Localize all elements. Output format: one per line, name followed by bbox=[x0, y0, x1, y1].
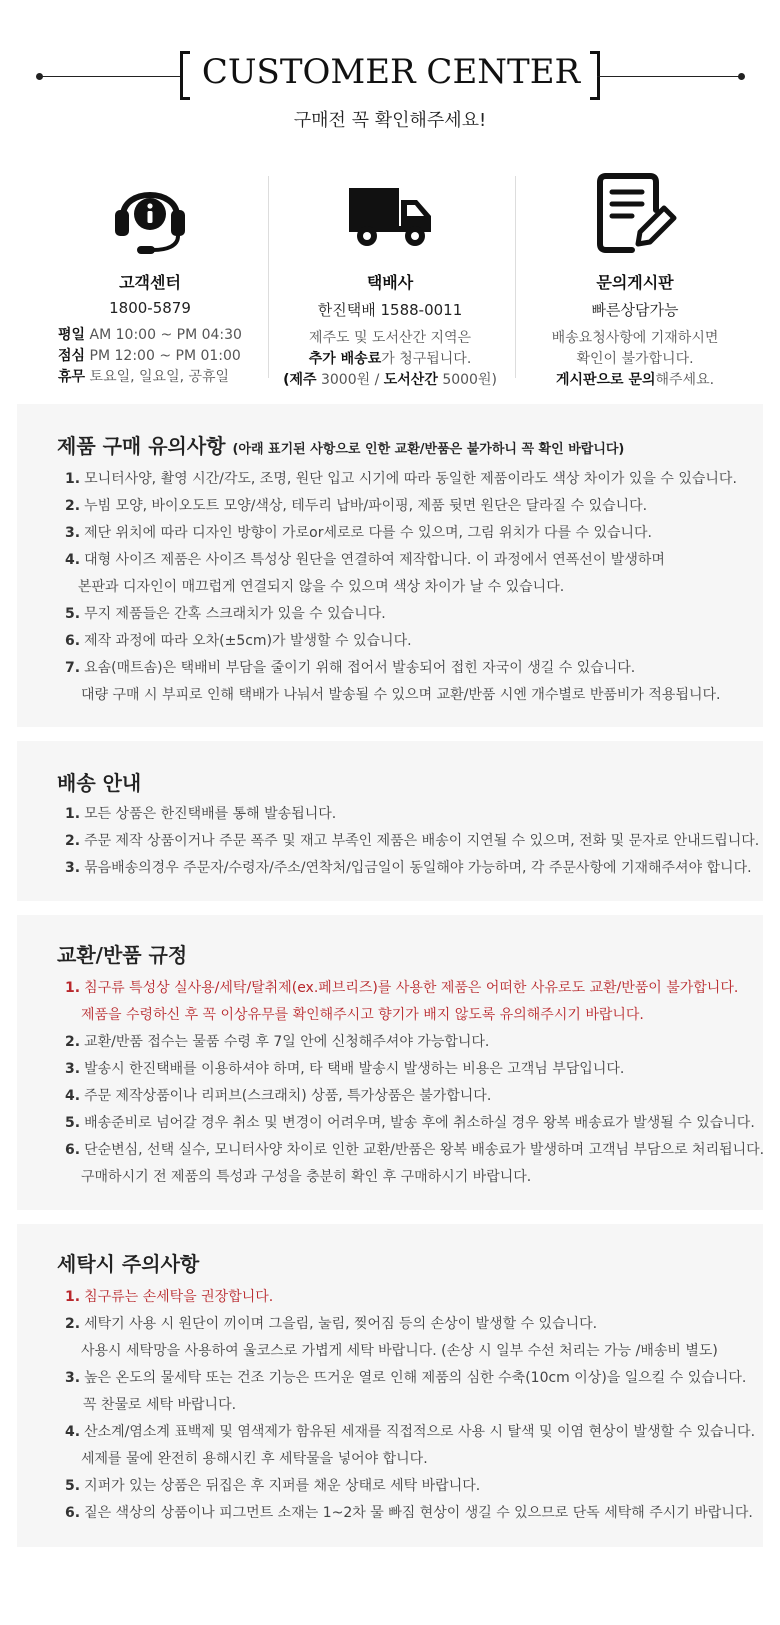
list-item-continuation: 본판과 디자인이 매끄럽게 연결되지 않을 수 있으며 색상 차이가 날 수 있습니다. bbox=[78, 579, 565, 595]
page-subtitle: 구매전 꼭 확인해주세요! bbox=[293, 110, 487, 131]
list-item-continuation: 구매하시기 전 제품의 특성과 구성을 충분히 확인 후 구매하시기 바랍니다. bbox=[81, 1169, 532, 1185]
exchange-list bbox=[65, 975, 764, 1191]
extra-fee-label: 추가 배송료 bbox=[308, 351, 382, 367]
list-item: 2. 세탁기 사용 시 원단이 끼이며 그을림, 눌림, 찢어짐 등의 손상이 발생할 수 있습니다. bbox=[65, 1316, 598, 1332]
purchase-list bbox=[65, 466, 737, 709]
exchange-title: 교환/반품 규정 bbox=[57, 943, 188, 967]
right-dot bbox=[738, 73, 745, 80]
list-item: 4. 주문 제작상품이나 리퍼브(스크래치) 상품, 특가상품은 불가합니다. bbox=[65, 1088, 492, 1104]
purchase-note: (아래 표기된 사항으로 인한 교환/반품은 불가하니 꼭 확인 바랍니다) bbox=[232, 442, 625, 457]
list-item: 6. 제작 과정에 따라 오차(±5cm)가 발생할 수 있습니다. bbox=[65, 633, 412, 649]
list-item: 1. 침구류 특성상 실사용/세탁/탈취제(ex.페브리즈)를 사용한 제품은 어떠한 사유로도 교환/반품이 불가합니다. bbox=[65, 980, 739, 996]
board-title: 문의게시판 bbox=[596, 273, 674, 292]
right-rule bbox=[597, 76, 740, 77]
delivery-line-1: 제주도 및 도서산간 지역은 bbox=[308, 330, 472, 346]
holiday-days: 토요일, 일요일, 공휴일 bbox=[89, 369, 230, 385]
list-item: 6. 단순변심, 선택 실수, 모니터사양 차이로 인한 교환/반품은 왕복 배송료가 발생하며 고객님 부담으로 처리됩니다. bbox=[65, 1142, 765, 1158]
purchase-title-text: 제품 구매 유의사항 bbox=[57, 434, 226, 458]
lunch-label: 점심 bbox=[58, 348, 86, 364]
delivery-title: 택배사 bbox=[366, 273, 414, 292]
shipping-list bbox=[65, 801, 759, 882]
list-item-continuation: 세제를 물에 완전히 용해시킨 후 세탁물을 넣어야 합니다. bbox=[81, 1451, 428, 1467]
list-item: 2. 교환/반품 접수는 물품 수령 후 7일 안에 신청해주셔야 가능합니다. bbox=[65, 1034, 490, 1050]
weekday-label: 평일 bbox=[58, 327, 86, 343]
list-item: 6. 짙은 색상의 상품이나 피그먼트 소재는 1~2차 물 빠짐 현상이 생길 수 있으므로 단독 세탁해 주시기 바랍니다. bbox=[65, 1505, 753, 1521]
board-notes bbox=[515, 328, 755, 391]
list-item: 7. 요솜(매트솜)은 택배비 부담을 줄이기 위해 접어서 발송되어 접힌 자국이 생길 수 있습니다. bbox=[65, 660, 636, 676]
list-item: 3. 제단 위치에 따라 디자인 방향이 가로or세로로 다를 수 있으며, 그림 위치가 다를 수 있습니다. bbox=[65, 525, 652, 541]
board-line-3: 해주세요. bbox=[655, 372, 715, 388]
list-item: 3. 높은 온도의 물세탁 또는 건조 기능은 뜨거운 열로 인해 제품의 심한 수축(10cm 이상)을 일으킬 수 있습니다. bbox=[65, 1370, 747, 1386]
washing-title: 세탁시 주의사항 bbox=[57, 1252, 200, 1276]
lunch-hours: PM 12:00 ~ PM 01:00 bbox=[89, 348, 241, 364]
board-subtitle: 빠른상담가능 bbox=[591, 301, 679, 319]
weekday-hours: AM 10:00 ~ PM 04:30 bbox=[89, 327, 242, 343]
customer-center-phone: 1800-5879 bbox=[109, 299, 191, 317]
list-item: 2. 주문 제작 상품이거나 주문 폭주 및 재고 부족인 제품은 배송이 지연될 수 있으며, 전화 및 문자로 안내드립니다. bbox=[65, 833, 760, 849]
delivery-column bbox=[270, 170, 510, 391]
list-item: 2. 누빔 모양, 바이오도트 모양/색상, 테두리 납바/파이핑, 제품 뒷면 원단은 달라질 수 있습니다. bbox=[65, 498, 648, 514]
list-item: 1. 모든 상품은 한진택배를 통해 발송됩니다. bbox=[65, 806, 337, 822]
list-item: 1. 모니터사양, 촬영 시간/각도, 조명, 원단 입고 시기에 따라 동일한 제품이라도 색상 차이가 있을 수 있습니다. bbox=[65, 471, 737, 487]
board-inquiry-label: 게시판으로 문의 bbox=[555, 372, 656, 388]
list-item: 5. 무지 제품들은 간혹 스크래치가 있을 수 있습니다. bbox=[65, 606, 386, 622]
list-item-continuation: 꼭 찬물로 세탁 바랍니다. bbox=[83, 1397, 237, 1413]
headset-info-icon bbox=[107, 170, 193, 256]
washing-section bbox=[17, 1224, 763, 1547]
board-line-1: 배송요청사항에 기재하시면 bbox=[551, 330, 719, 346]
purchase-notice-section bbox=[17, 404, 763, 727]
list-item-continuation: 대량 구매 시 부피로 인해 택배가 나눠서 발송될 수 있으며 교환/반품 시엔 개수별로 반품비가 적용됩니다. bbox=[81, 687, 721, 703]
jeju-price: 3000원 bbox=[320, 372, 371, 388]
board-column bbox=[515, 170, 755, 391]
customer-center-column bbox=[30, 170, 270, 388]
list-item-continuation: 제품을 수령하신 후 꼭 이상유무를 확인해주시고 향기가 배지 않도록 유의해주시기 바랍니다. bbox=[81, 1007, 644, 1023]
customer-center-hours bbox=[30, 325, 270, 388]
purchase-notice-title bbox=[57, 430, 624, 459]
info-columns bbox=[0, 170, 780, 388]
list-item: 4. 대형 사이즈 제품은 사이즈 특성상 원단을 연결하여 제작합니다. 이 과정에서 연폭선이 발생하며 bbox=[65, 552, 665, 568]
extra-fee-text: 가 청구됩니다. bbox=[381, 351, 472, 367]
island-price: 5000원) bbox=[442, 372, 497, 388]
delivery-notes: 제주도 및 도서산간 지역은 추가 배송료가 청구됩니다. (제주 3000원 / 도서산간 5000원) bbox=[270, 328, 510, 391]
board-line-2: 확인이 불가합니다. bbox=[576, 351, 694, 367]
delivery-courier: 한진택배 1588-0011 bbox=[317, 301, 463, 319]
list-item: 1. 침구류는 손세탁을 권장합니다. bbox=[65, 1289, 274, 1305]
holiday-label: 휴무 bbox=[58, 369, 86, 385]
list-item: 5. 배송준비로 넘어갈 경우 취소 및 변경이 어려우며, 발송 후에 취소하실 경우 왕복 배송료가 발생될 수 있습니다. bbox=[65, 1115, 755, 1131]
customer-center-title: 고객센터 bbox=[119, 273, 181, 292]
washing-list bbox=[65, 1284, 755, 1527]
delivery-truck-icon bbox=[347, 170, 433, 256]
left-rule bbox=[40, 76, 180, 77]
list-item: 3. 발송시 한진택배를 이용하셔야 하며, 타 택배 발송시 발생하는 비용은 고객님 부담입니다. bbox=[65, 1061, 625, 1077]
exchange-section bbox=[17, 915, 763, 1210]
page-title: CUSTOMER CENTER bbox=[201, 52, 581, 92]
list-item: 5. 지퍼가 있는 상품은 뒤집은 후 지퍼를 채운 상태로 세탁 바랍니다. bbox=[65, 1478, 481, 1494]
island-label: 도서산간 bbox=[383, 372, 438, 388]
list-item: 4. 산소계/염소계 표백제 및 염색제가 함유된 세재를 직접적으로 사용 시 탈색 및 이염 현상이 발생할 수 있습니다. bbox=[65, 1424, 756, 1440]
shipping-title: 배송 안내 bbox=[57, 771, 142, 795]
list-item: 3. 묶음배송의경우 주문자/수령자/주소/연착처/입금일이 동일해야 가능하며, 각 주문사항에 기재해주셔야 합니다. bbox=[65, 860, 752, 876]
board-edit-icon bbox=[592, 170, 678, 256]
jeju-label: (제주 bbox=[283, 372, 317, 388]
header bbox=[0, 0, 780, 150]
left-bracket bbox=[180, 51, 190, 100]
list-item-continuation: 사용시 세탁망을 사용하여 울코스로 가볍게 세탁 바랍니다. (손상 시 일부 수선 처리는 가능 /배송비 별도) bbox=[81, 1343, 718, 1359]
shipping-section bbox=[17, 741, 763, 901]
